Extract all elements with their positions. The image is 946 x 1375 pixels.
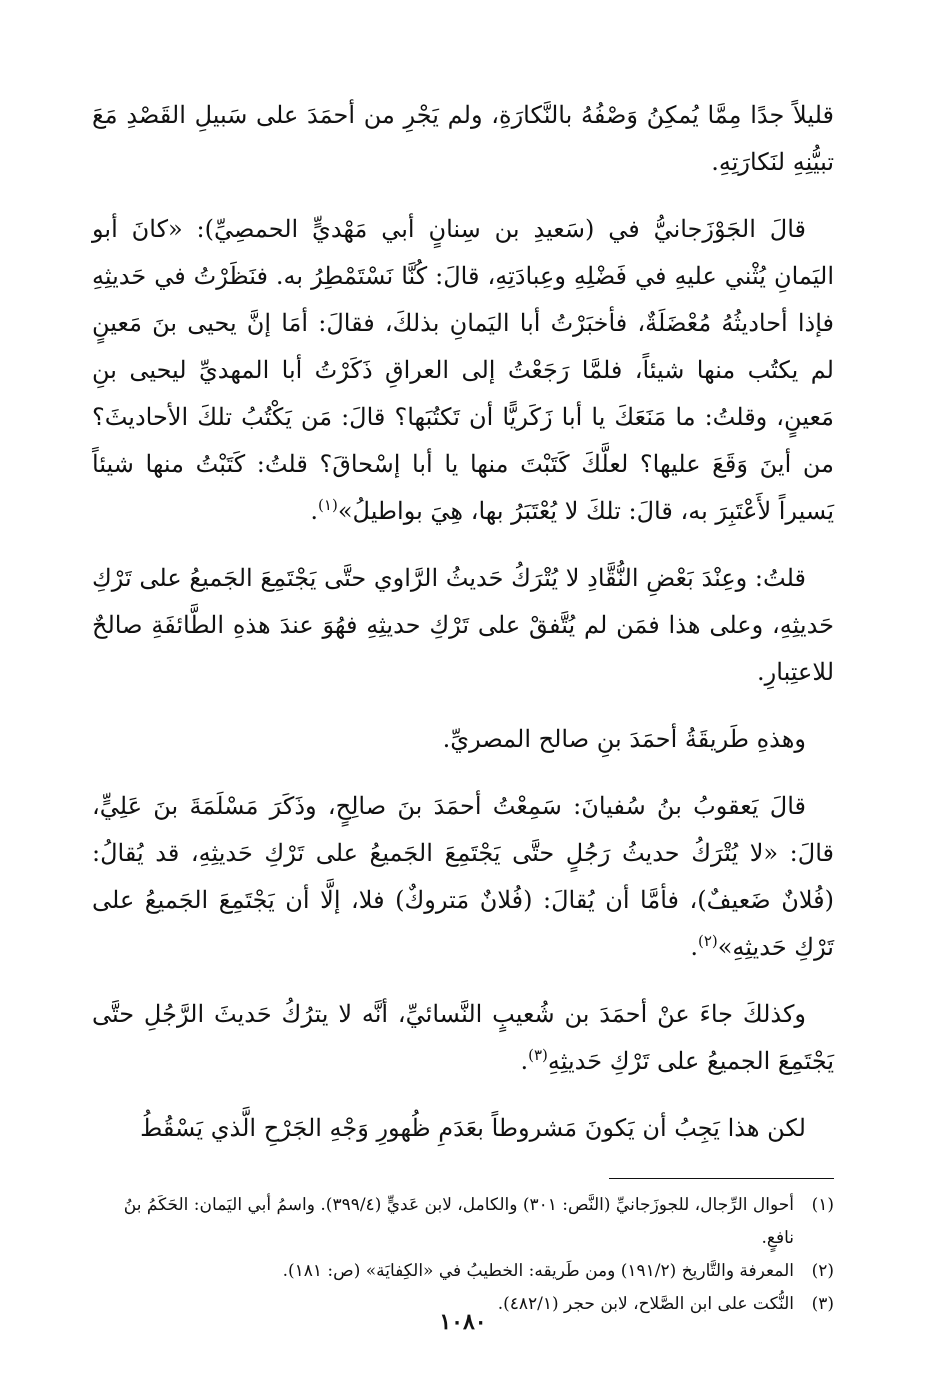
paragraph-text: قلتُ: وعِنْدَ بَعْضِ النُّقَّادِ لا يُتْرَكُ حَديثُ الرَّاوي حتَّى يَجْتَمِعَ الجَميعُ على تَرْكِ حَديثِهِ، وعلى هذا فمَن لم يُتَّفقْ على تَرْكِ حديثِهِ فهُوَ عندَ هذهِ الطَّائفَةِ صالحٌ للاعتِبارِ. <box>92 564 834 686</box>
footnote-reference[interactable]: (٣) <box>528 1046 548 1064</box>
paragraph-text: وكذلكَ جاءَ عنْ أحمَدَ بن شُعيبٍ النَّسائيِّ، أنَّه لا يترُكُ حَديثَ الرَّجُلِ حتَّى يَجْتَمِعَ الجميعُ على تَرْكِ حَديثِهِ <box>92 1000 834 1075</box>
footnote-text: أحوال الرِّجال، للجوزَجانيِّ (النَّص: ٣٠١) والكامل، لابن عَديٍّ (٣٩٩/٤). واسمُ أبي اليَمان: الحَكَمُ بنُ نافعٍ. <box>123 1195 794 1248</box>
paragraph <box>92 1105 834 1152</box>
paragraph: قالَ يَعقوبُ بنُ سُفيانَ: سَمِعْتُ أحمَدَ بنَ صالِحٍ، وذَكَرَ مَسْلَمَةَ بنَ عَلِيٍّ، قالَ: «لا يُتْرَكُ حديثُ رَجُلٍ حتَّى يَجْتَمِعَ الجَميعُ على تَرْكِ حَديثِهِ، قد يُقالُ: (فُلانٌ ضَعيفٌ)، فأمَّا أن يُقالَ: (فُلانٌ مَتروكٌ) فلا، إلَّا أن يَجْتَمِعَ الجَميعُ على تَرْكِ حَديثِهِ»$^{(٢)}$. <box>92 792 834 961</box>
paragraph-text: قليلاً جدًا مِمَّا يُمكِنُ وَصْفُهُ بالنَّكارَةِ، ولم يَجْرِ من أحمَدَ على سَبيلِ القَصْدِ مَعَ تبيُّنِهِ لنَكارَتِهِ. <box>92 101 835 176</box>
paragraph <box>92 92 834 186</box>
paragraph <box>92 716 834 763</box>
paragraph-text: قالَ الجَوْزَجانيُّ في (سَعيدِ بن سِنانٍ أبي مَهْديٍّ الحمصِيِّ): «كانَ أبو اليَمانِ يُثْني عليهِ في فَضْلِهِ وعِبادَتِهِ، قالَ: كُنَّا نَسْتَمْطِرُ به. فنَظَرْتُ في حَديثِهِ فإذا أحاديثُهُ مُعْضَلَةٌ، فأخبَرْتُ أبا اليَمانِ بذلكَ، فقالَ: أمَا إنَّ يحيى بنَ مَعينٍ لم يكتُب منها شيئاً، فلمَّا رَجَعْتُ إلى العراقِ ذَكَرْتُ أبا المهديِّ ليحيى بنِ مَعينٍ، وقلتُ: ما مَنَعَكَ يا أبا زَكَريًّا أن تَكتُبَها؟ قالَ: مَن يَكْتُبُ تلكَ الأحاديثَ؟ من أينَ وَقَعَ عليها؟ لعلَّكَ كَتَبْتَ منها يا أبا إسْحاقَ؟ قلتُ: كَتَبْتُ منها شيئاً يَسيراً لأَعْتَبِرَ به، قالَ: تلكَ لا يُعْتَبَرُ بها، هِيَ بواطيلُ» <box>92 215 834 525</box>
footnote-separator <box>609 1178 834 1179</box>
footnote-text: المعرفة والتَّاريخ (١٩١/٢) ومن طَريقه: الخطيبُ في «الكِفايَة» (ص: ١٨١). <box>282 1261 794 1281</box>
main-text <box>92 92 834 1152</box>
footnotes <box>92 1189 834 1321</box>
footnote <box>92 1189 834 1255</box>
footnote-reference[interactable]: (٢) <box>697 932 718 950</box>
book-page <box>92 92 834 1335</box>
paragraph-text: قالَ يَعقوبُ بنُ سُفيانَ: سَمِعْتُ أحمَدَ بنَ صالِحٍ، وذَكَرَ مَسْلَمَةَ بنَ عَلِيٍّ، قالَ: «لا يُتْرَكُ حديثُ رَجُلٍ حتَّى يَجْتَمِعَ الجَميعُ على تَرْكِ حَديثِهِ، قد يُقالُ: (فُلانٌ ضَعيفٌ)، فأمَّا أن يُقالَ: (فُلانٌ مَتروكٌ) فلا، إلَّا أن يَجْتَمِعَ الجَميعُ على تَرْكِ حَديثِهِ» <box>92 792 834 961</box>
footnote-number: (٣) <box>811 1294 834 1314</box>
footnote-reference[interactable]: (١) <box>318 496 338 514</box>
paragraph-text: لكن هذا يَجِبُ أن يَكونَ مَشروطاً بعَدَمِ ظُهورِ وَجْهِ الجَرْحِ الَّذي يَسْقُطُ <box>140 1114 806 1142</box>
footnote-number: (٢) <box>811 1261 834 1281</box>
paragraph: قالَ الجَوْزَجانيُّ في (سَعيدِ بن سِنانٍ أبي مَهْديٍّ الحمصِيِّ): «كانَ أبو اليَمانِ يُثْني عليهِ في فَضْلِهِ وعِبادَتِهِ، قالَ: كُنَّا نَسْتَمْطِرُ به. فنَظَرْتُ في حَديثِهِ فإذا أحاديثُهُ مُعْضَلَةٌ، فأخبَرْتُ أبا اليَمانِ بذلكَ، فقالَ: أمَا إنَّ يحيى بنَ مَعينٍ لم يكتُب منها شيئاً، فلمَّا رَجَعْتُ إلى العراقِ ذَكَرْتُ أبا المهديِّ ليحيى بنِ مَعينٍ، وقلتُ: ما مَنَعَكَ يا أبا زَكَريًّا أن تَكتُبَها؟ قالَ: مَن يَكْتُبُ تلكَ الأحاديثَ؟ من أينَ وَقَعَ عليها؟ لعلَّكَ كَتَبْتَ منها يا أبا إسْحاقَ؟ قلتُ: كَتَبْتُ منها شيئاً يَسيراً لأَعْتَبِرَ به، قالَ: تلكَ لا يُعْتَبَرُ بها، هِيَ بواطيلُ»$^{(١)}$. <box>92 215 834 525</box>
paragraph <box>92 555 834 696</box>
page-number: ١٠٨٠ <box>439 1309 487 1335</box>
footnote <box>92 1255 834 1288</box>
paragraph-text: وهذهِ طَريقَةُ أحمَدَ بنِ صالح المصريِّ. <box>442 725 806 753</box>
footnote-text: النُّكت على ابن الصَّلاح، لابن حجر (٤٨٢/١). <box>497 1294 794 1314</box>
footnote-number: (١) <box>811 1195 834 1215</box>
paragraph: وكذلكَ جاءَ عنْ أحمَدَ بن شُعيبٍ النَّسائيِّ، أنَّه لا يترُكُ حَديثَ الرَّجُلِ حتَّى يَجْتَمِعَ الجميعُ على تَرْكِ حَديثِهِ$^{(٣)}$. <box>92 1000 834 1075</box>
